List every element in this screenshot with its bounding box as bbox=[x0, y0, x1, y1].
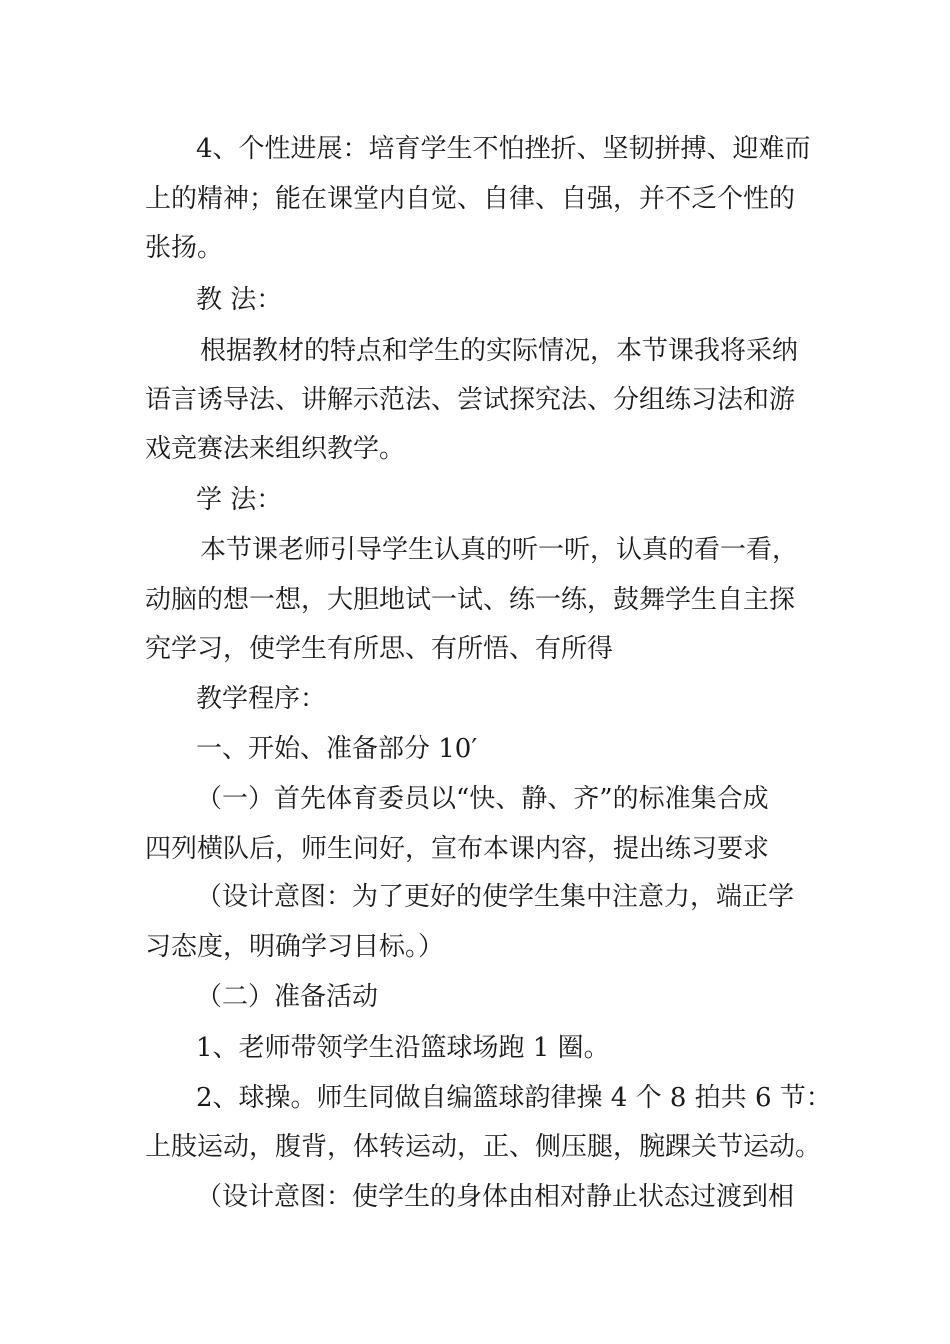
paragraph-line: 本节课老师引导学生认真的听一听，认真的看一看， bbox=[200, 535, 799, 565]
subsection-heading: 一、开始、准备部分 10′ bbox=[196, 734, 478, 764]
subsection-heading: （二）准备活动 bbox=[196, 982, 379, 1012]
paragraph-line: 戏竞赛法来组织教学。 bbox=[145, 434, 406, 464]
paragraph-line: 语言诱导法、讲解示范法、尝试探究法、分组练习法和游 bbox=[145, 385, 796, 415]
paragraph-line: （一）首先体育委员以“快、静、齐”的标准集合成 bbox=[196, 784, 769, 814]
paragraph-line: 根据教材的特点和学生的实际情况，本节课我将采纳 bbox=[200, 336, 799, 366]
section-heading-teaching-procedure: 教学程序： bbox=[196, 684, 327, 714]
paragraph-line: （设计意图：为了更好的使学生集中注意力，端正学 bbox=[196, 882, 795, 912]
paragraph-line: 习态度，明确学习目标。） bbox=[145, 932, 445, 962]
paragraph-line: 张扬。 bbox=[145, 233, 224, 263]
paragraph-line: 究学习，使学生有所思、有所悟、有所得 bbox=[145, 634, 614, 664]
paragraph-line: （设计意图：使学生的身体由相对静止状态过渡到相 bbox=[196, 1182, 795, 1212]
section-heading-learning-method: 学 法： bbox=[196, 485, 283, 515]
paragraph-line: 上的精神；能在课堂内自觉、自律、自强，并不乏个性的 bbox=[145, 184, 796, 214]
section-heading-teaching-method: 教 法： bbox=[196, 285, 283, 315]
list-item: 1、老师带领学生沿篮球场跑 1 圈。 bbox=[196, 1033, 610, 1063]
paragraph-line: 四列横队后，师生问好，宣布本课内容，提出练习要求 bbox=[145, 834, 770, 864]
paragraph-line: 4、个性进展：培育学生不怕挫折、坚韧拼搏、迎难而 bbox=[196, 134, 811, 164]
list-item: 2、球操。师生同做自编篮球韵律操 4 个 8 拍共 6 节： bbox=[196, 1083, 832, 1113]
paragraph-line: 上肢运动，腹背，体转运动，正、侧压腿，腕踝关节运动。 bbox=[145, 1132, 822, 1162]
paragraph-line: 动脑的想一想，大胆地试一试、练一练，鼓舞学生自主探 bbox=[145, 585, 796, 615]
